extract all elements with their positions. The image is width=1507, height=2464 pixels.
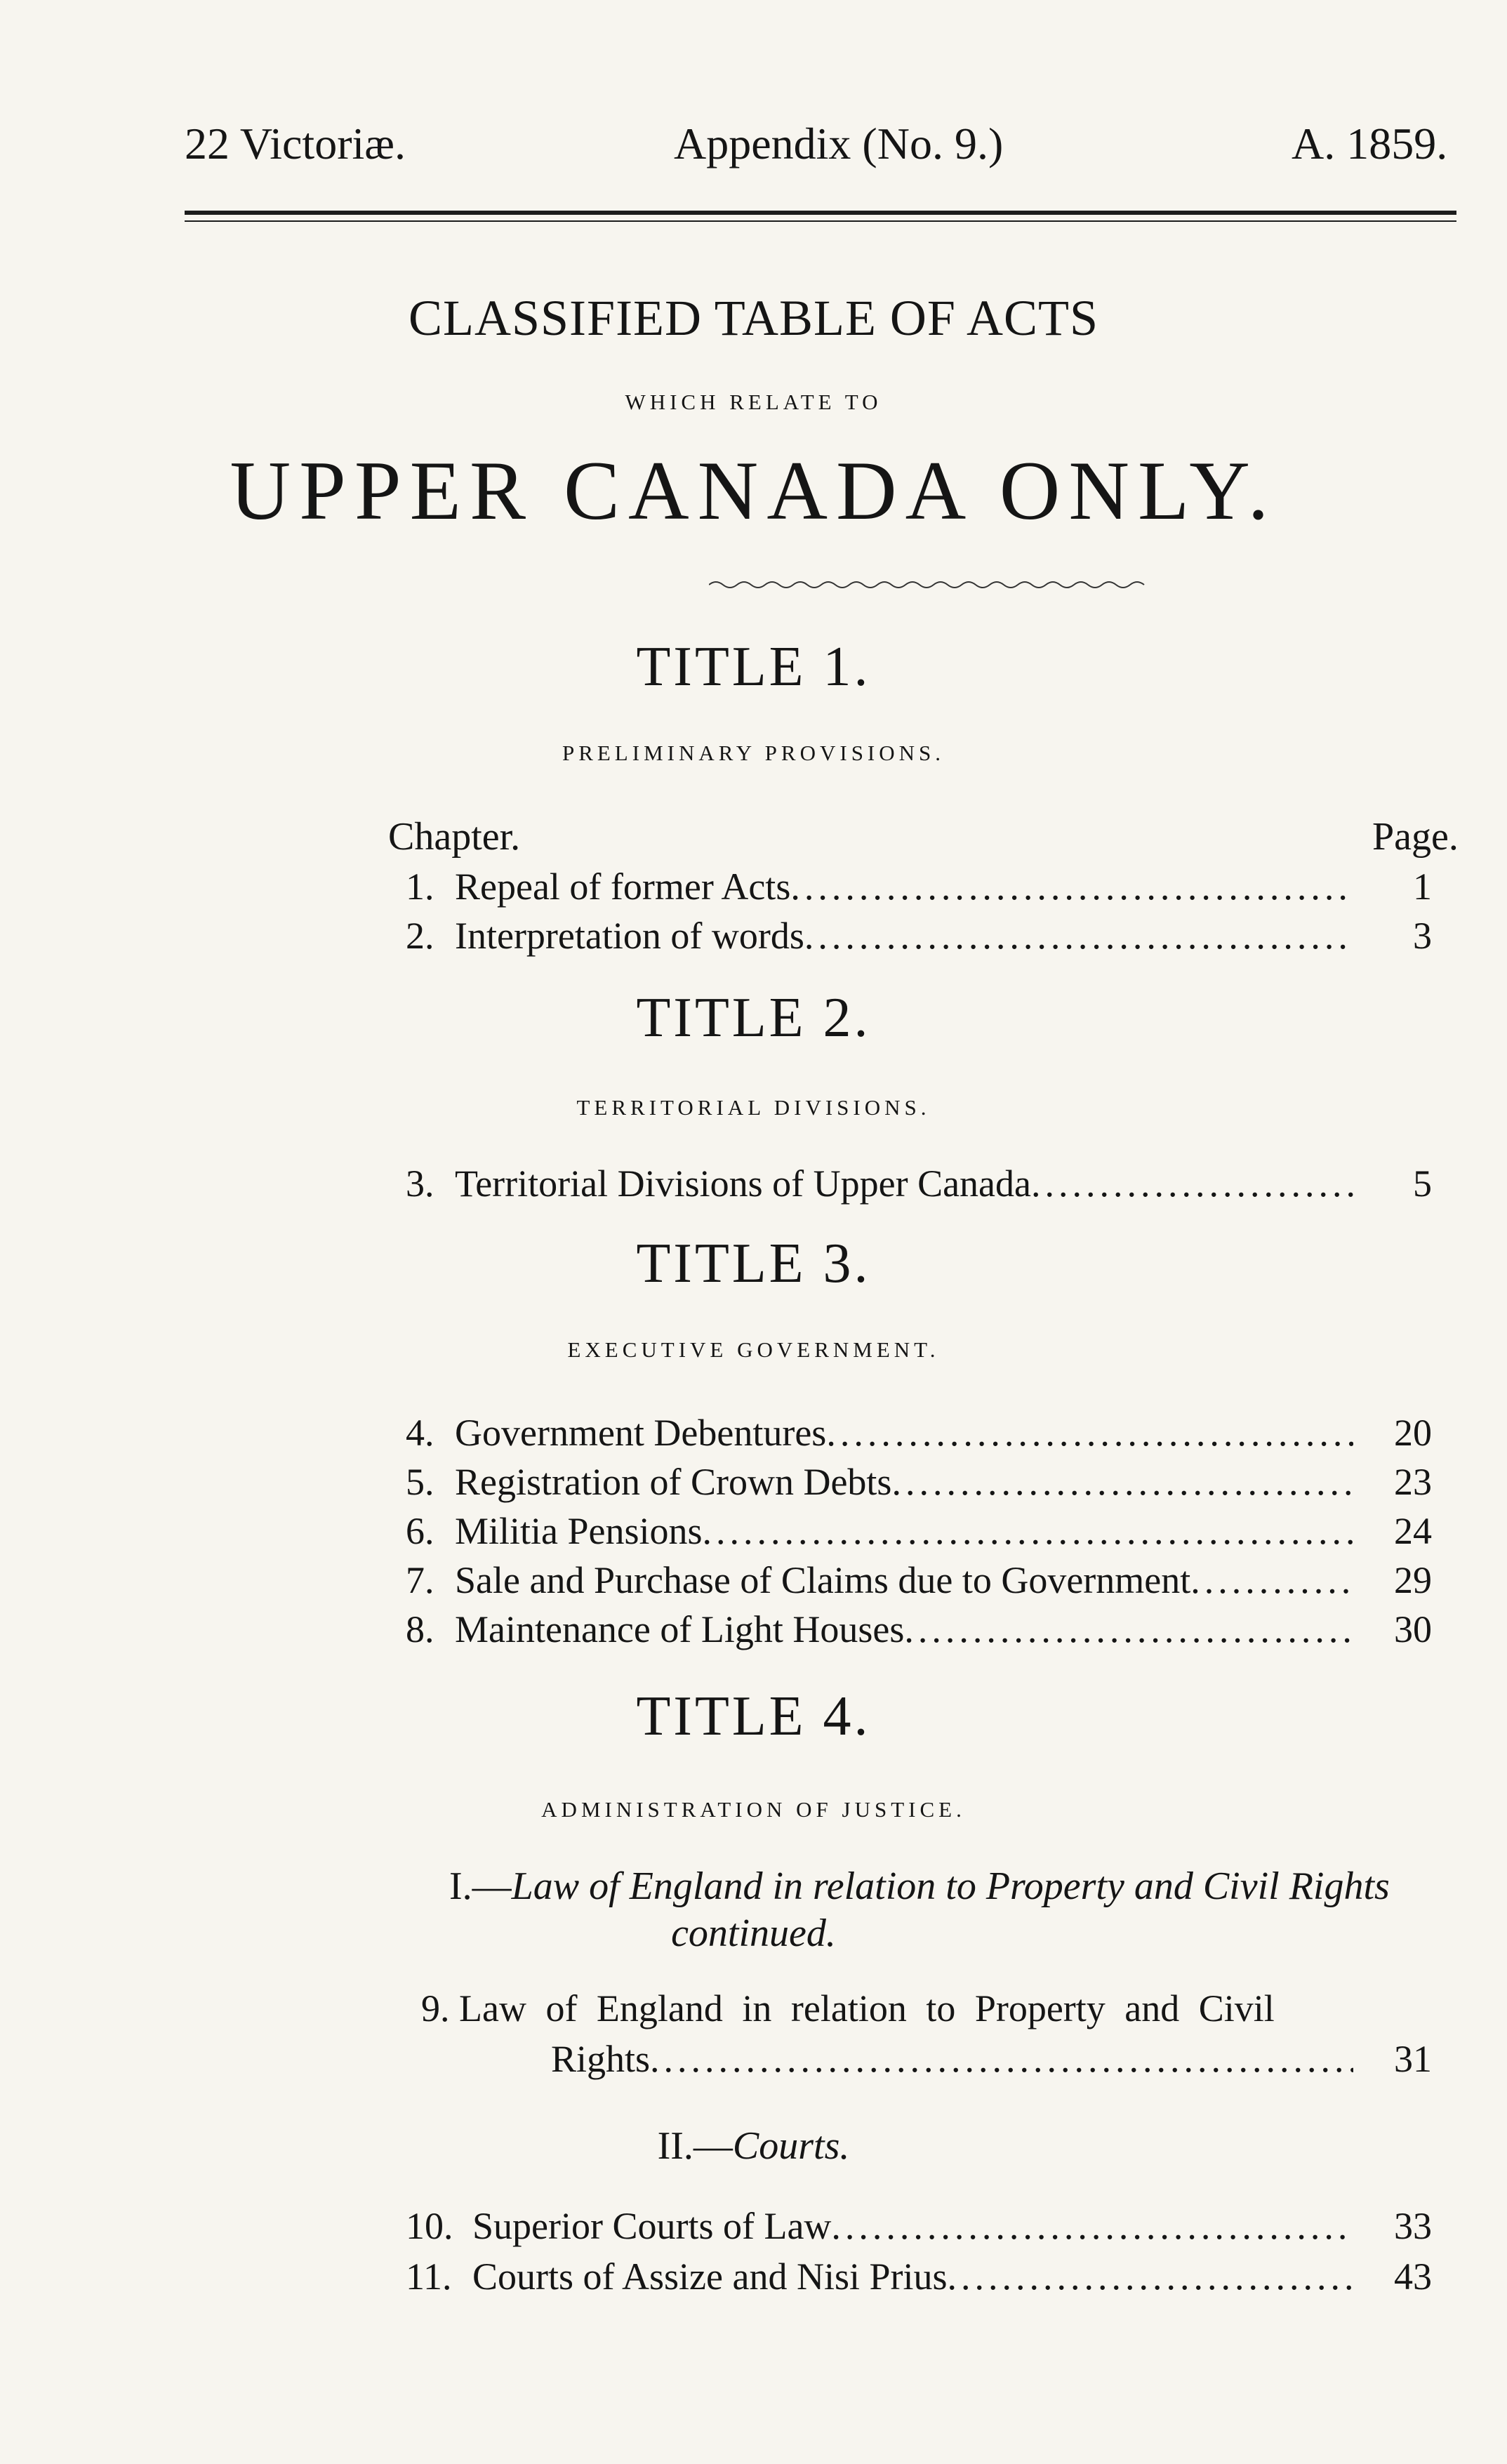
toc-entry-9-line2 xyxy=(551,2037,1353,2081)
entry-number: 11. xyxy=(406,2256,452,2298)
header-rule-thin xyxy=(185,220,1456,222)
entry-number: 7. xyxy=(406,1559,434,1601)
leader-dots xyxy=(831,2204,1353,2248)
toc-entry xyxy=(406,914,1353,958)
toc-entry xyxy=(406,865,1353,908)
entry-title: Government Debentures xyxy=(455,1412,827,1454)
title-2-heading: TITLE 2. xyxy=(636,987,871,1049)
entry-number: 9. xyxy=(421,1987,450,2029)
title-3-subtitle: EXECUTIVE GOVERNMENT. xyxy=(567,1337,940,1362)
entry-page: 30 xyxy=(1394,1608,1432,1650)
toc-entry xyxy=(406,2204,1353,2248)
entry-page: 23 xyxy=(1394,1461,1432,1503)
entry-title-continued: Rights xyxy=(551,2038,651,2080)
entry-page: 1 xyxy=(1413,866,1432,908)
entry-page: 24 xyxy=(1394,1510,1432,1552)
title-4-subtitle: ADMINISTRATION OF JUSTICE. xyxy=(541,1797,966,1822)
leader-dots xyxy=(891,1460,1353,1504)
entry-number: 3. xyxy=(406,1163,434,1205)
entry-title: Maintenance of Light Houses xyxy=(455,1608,905,1650)
entry-page: 43 xyxy=(1394,2256,1432,2298)
toc-entry xyxy=(406,1558,1353,1602)
entry-title: Militia Pensions xyxy=(455,1510,703,1552)
leader-dots xyxy=(1190,1558,1353,1602)
toc-entry xyxy=(406,1608,1353,1651)
entry-title: Territorial Divisions of Upper Canada xyxy=(455,1163,1031,1205)
part-1-label: I.— xyxy=(449,1864,512,1908)
toc-entry xyxy=(406,1411,1353,1455)
title-1-subtitle: PRELIMINARY PROVISIONS. xyxy=(562,741,945,765)
column-page-label: Page. xyxy=(1372,815,1459,859)
part-2-title: Courts. xyxy=(732,2124,850,2168)
leader-dots xyxy=(826,1411,1353,1455)
entry-title: Sale and Purchase of Claims due to Government xyxy=(455,1559,1191,1601)
toc-entry xyxy=(406,1460,1353,1504)
leader-dots xyxy=(1031,1162,1353,1205)
leader-dots xyxy=(650,2037,1353,2081)
header-left: 22 Victoriæ. xyxy=(185,119,406,168)
entry-title: Repeal of former Acts xyxy=(455,866,791,908)
ornament-rule xyxy=(709,574,1151,595)
leader-dots xyxy=(904,1608,1353,1651)
entry-title: Courts of Assize and Nisi Prius xyxy=(472,2256,948,2298)
entry-page: 20 xyxy=(1394,1412,1432,1454)
toc-entry xyxy=(406,1509,1353,1553)
leader-dots xyxy=(948,2255,1353,2298)
toc-entry xyxy=(406,1162,1353,1205)
entry-title: Interpretation of words xyxy=(455,915,804,957)
column-chapter-label: Chapter. xyxy=(388,815,521,859)
part-1-continued: continued. xyxy=(671,1912,836,1955)
entry-number: 2. xyxy=(406,915,434,957)
heading-line2: WHICH RELATE TO xyxy=(625,390,882,414)
part-1-heading xyxy=(449,1864,1390,1909)
entry-page: 33 xyxy=(1394,2205,1432,2247)
toc-entry-9-line1 xyxy=(421,1987,1275,2030)
header-center: Appendix (No. 9.) xyxy=(674,119,1004,168)
entry-title: Law of England in relation to Property and Civil xyxy=(459,1987,1275,2029)
heading-line3: UPPER CANADA ONLY. xyxy=(230,444,1277,537)
title-4-heading: TITLE 4. xyxy=(636,1685,871,1747)
entry-title: Registration of Crown Debts xyxy=(455,1461,892,1503)
entry-number: 6. xyxy=(406,1510,434,1552)
header-rule-thick xyxy=(185,211,1456,215)
leader-dots xyxy=(703,1509,1353,1553)
entry-page: 3 xyxy=(1413,915,1432,957)
entry-title: Superior Courts of Law xyxy=(472,2205,832,2247)
entry-page: 5 xyxy=(1413,1163,1432,1205)
leader-dots xyxy=(804,914,1353,958)
toc-entry xyxy=(406,2255,1353,2298)
part-1-title: Law of England in relation to Property and Civil Rights xyxy=(511,1864,1390,1908)
title-3-heading: TITLE 3. xyxy=(636,1233,871,1294)
heading-line1: CLASSIFIED TABLE OF ACTS xyxy=(408,290,1099,346)
entry-number: 4. xyxy=(406,1412,434,1454)
entry-number: 8. xyxy=(406,1608,434,1650)
leader-dots xyxy=(790,865,1353,908)
title-1-heading: TITLE 1. xyxy=(636,636,871,698)
entry-number: 1. xyxy=(406,866,434,908)
entry-page: 29 xyxy=(1394,1559,1432,1601)
title-2-subtitle: TERRITORIAL DIVISIONS. xyxy=(576,1095,931,1120)
entry-page: 31 xyxy=(1394,2038,1432,2080)
part-2-label: II.— xyxy=(657,2124,733,2168)
header-right: A. 1859. xyxy=(1292,119,1448,168)
part-2-heading xyxy=(0,2124,1507,2168)
entry-number: 5. xyxy=(406,1461,434,1503)
entry-number: 10. xyxy=(406,2205,453,2247)
